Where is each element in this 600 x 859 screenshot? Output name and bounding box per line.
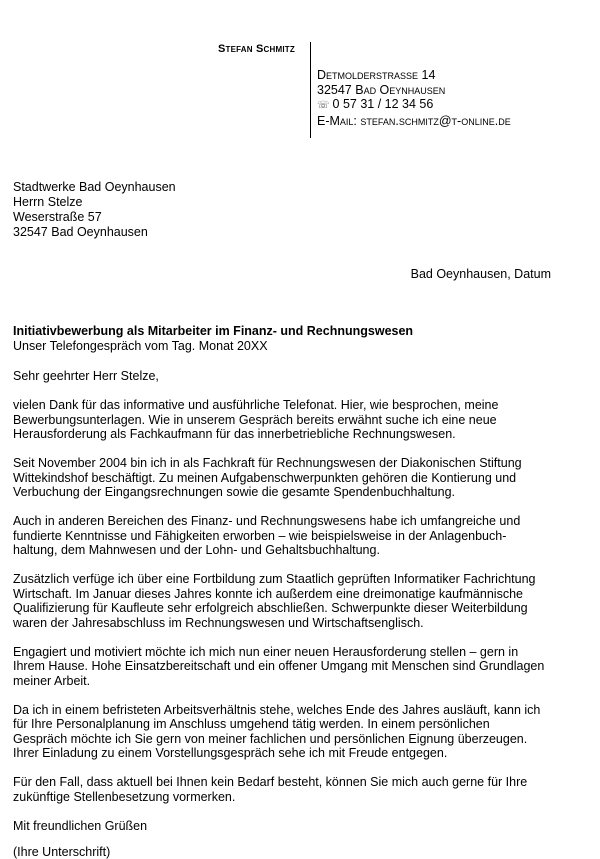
paragraph-7 xyxy=(13,775,553,804)
paragraph-line: für Ihre Personalplanung im Anschluss umgehend tätig werden. In einem persönlichen xyxy=(13,717,490,731)
phone-icon: ☏ xyxy=(317,100,330,111)
sender-email-line xyxy=(317,114,511,129)
place-date: Bad Oeynhausen, Datum xyxy=(410,267,551,281)
paragraph-line: Wirtschaft. Im Januar dieses Jahres konnte ich außerdem eine dreimonatige kaufmännische xyxy=(13,586,523,601)
subject-title: Initiativbewerbung als Mitarbeiter im Finanz- und Rechnungswesen xyxy=(13,324,414,338)
sender-phone: 0 57 31 / 12 34 56 xyxy=(332,97,434,111)
salutation: Sehr geehrter Herr Stelze, xyxy=(13,369,159,383)
letter-body xyxy=(13,369,553,848)
paragraph-6 xyxy=(13,703,553,761)
sender-city: 32547 Bad Oeynhausen xyxy=(317,82,446,97)
sender-email[interactable]: stefan.schmitz@t-online.de xyxy=(360,113,511,128)
paragraph-4 xyxy=(13,572,553,630)
paragraph-line: Zusätzlich verfüge ich über eine Fortbildung zum Staatlich geprüften Informatiker Fachrichtung xyxy=(13,572,536,586)
paragraph-line: Auch in anderen Bereichen des Finanz- und Rechnungswesens habe ich umfangreiche und xyxy=(13,514,521,528)
paragraph-line: vielen Dank für das informative und ausführliche Telefonat. Hier, wie besprochen, meine xyxy=(13,398,499,412)
paragraph-line: Ihrem Hause. Hohe Einsatzbereitschaft und ein offener Umgang mit Menschen sind Grundlagen xyxy=(13,659,545,673)
recipient-address-block xyxy=(13,180,176,240)
sender-phone-line xyxy=(317,97,511,114)
paragraph-line: meiner Arbeit. xyxy=(13,673,91,688)
paragraph-2 xyxy=(13,456,553,500)
paragraph-line: Herausforderung als Fachkaufmann für das innerbetriebliche Rechnungswesen. xyxy=(13,427,456,441)
paragraph-line: Engagiert und motiviert möchte ich mich nun einer neuen Herausforderung stellen – gern in xyxy=(13,644,519,659)
header-divider xyxy=(310,42,311,138)
closing: Mit freundlichen Grüßen xyxy=(13,818,148,833)
paragraph-line: Verbuchung der Eingangsrechnungen sowie die gesamte Spendenbuchhaltung. xyxy=(13,485,455,499)
paragraph-line: Bewerbungsunterlagen. Wie in unserem Gespräch bereits erwähnt suche ich eine neue xyxy=(13,412,497,427)
sender-address-block xyxy=(317,68,511,128)
paragraph-line: waren der Jahresabschluss im Rechnungswesen und Wirtschaftsenglisch. xyxy=(13,615,424,630)
paragraph-line: Gespräch möchte ich Sie gern von meiner fachlichen und persönlichen Eignung überzeugen. xyxy=(13,731,528,746)
recipient-street: Weserstraße 57 xyxy=(13,210,102,224)
paragraph-5 xyxy=(13,645,553,689)
paragraph-line: zukünftige Stellenbesetzung vormerken. xyxy=(13,789,236,804)
recipient-person: Herrn Stelze xyxy=(13,195,83,209)
subject-reference: Unser Telefongespräch vom Tag. Monat 20XX xyxy=(13,339,268,353)
paragraph-line: haltung, dem Mahnwesen und der Lohn- und Gehaltsbuchhaltung. xyxy=(13,543,380,557)
sender-street: Detmolderstrasse 14 xyxy=(317,68,436,82)
subject-block xyxy=(13,324,413,354)
recipient-city: 32547 Bad Oeynhausen xyxy=(13,225,148,239)
paragraph-line: Da ich in einem befristeten Arbeitsverhältnis stehe, welches Ende des Jahres ausläuft, kann ich xyxy=(13,702,541,717)
paragraph-line: Ihrer Einladung zu einem Vorstellungsgespräch sehe ich mit Freude entgegen. xyxy=(13,746,448,760)
paragraph-line: Seit November 2004 bin ich in als Fachkraft für Rechnungswesen der Diakonischen Stiftung xyxy=(13,456,522,470)
sender-city-line xyxy=(317,83,511,98)
paragraph-1 xyxy=(13,398,553,442)
sender-email-label: E-Mail: xyxy=(317,113,357,128)
signature-placeholder: (Ihre Unterschrift) xyxy=(13,845,111,859)
paragraph-3 xyxy=(13,514,553,558)
paragraph-line: Wittekindshof beschäftigt. Zu meinen Aufgabenschwerpunkten gehören die Kontierung und xyxy=(13,470,517,485)
sender-name: Stefan Schmitz xyxy=(218,43,295,55)
paragraph-line: Qualifizierung für Kaufleute sehr erfolgreich abschließen. Schwerpunkte dieser Weiterbildung xyxy=(13,601,528,615)
recipient-company: Stadtwerke Bad Oeynhausen xyxy=(13,180,176,194)
paragraph-line: fundierte Kenntnisse und Fähigkeiten erworben – wie beispielsweise in der Anlagenbuch- xyxy=(13,528,507,543)
paragraph-line: Für den Fall, dass aktuell bei Ihnen kein Bedarf besteht, können Sie mich auch gerne für Ihre xyxy=(13,775,528,789)
